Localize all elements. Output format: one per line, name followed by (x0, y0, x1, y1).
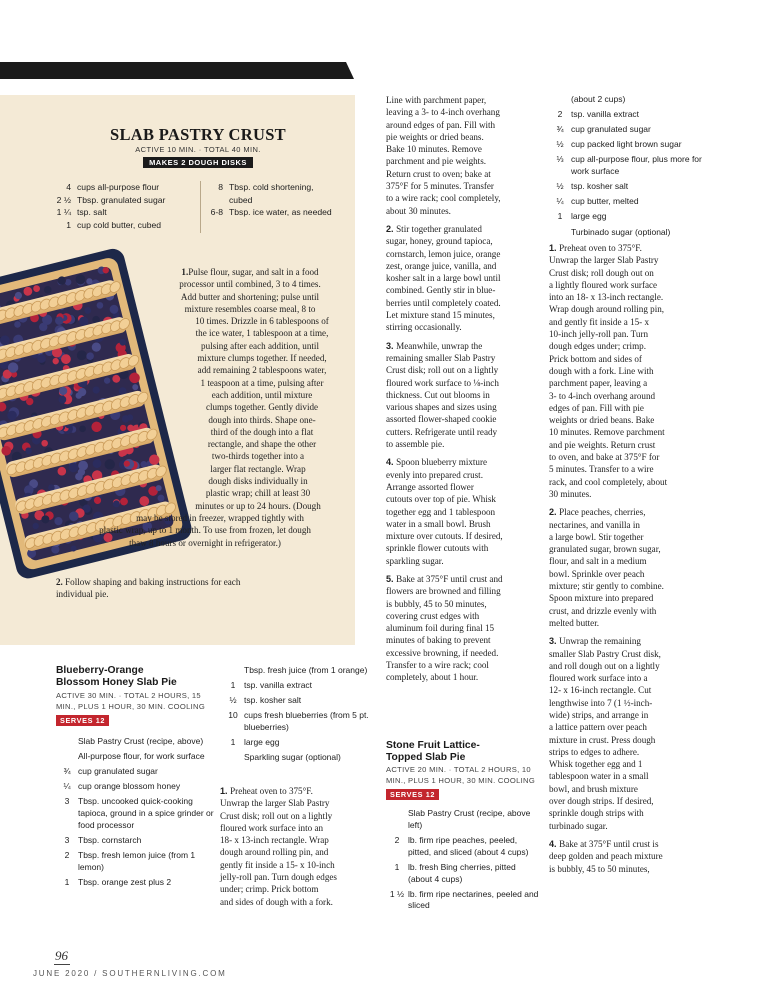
ingredient-text: Slab Pastry Crust (recipe, above left) (408, 808, 531, 830)
ingredient-row: 1 ¼ tsp. salt (56, 207, 107, 217)
ingredient-row (549, 211, 714, 223)
text-line: sparkling sugar. (386, 555, 444, 566)
ingredient-qty (56, 751, 78, 763)
text-line: thickness. Cut out blooms in (386, 389, 490, 400)
text-line: 2. Follow shaping and baking instructions for each (56, 577, 241, 587)
ingredient-row (222, 710, 372, 734)
ingredient-text: Tbsp. uncooked quick-cooking tapioca, ground in a spice grinder or food processor (78, 796, 214, 830)
ingredient-row (549, 196, 714, 208)
pastry-crust-time: ACTIVE 10 MIN. · TOTAL 40 MIN. (135, 145, 261, 154)
text-line: and gently fit inside a 15- x (549, 316, 650, 327)
text-line: Crust disk; roll dough out on (549, 267, 654, 278)
text-line: sugar, honey, ground tapioca, (386, 236, 493, 247)
text-line: parchment paper, leaving a (549, 378, 648, 389)
text-line: various shapes and sizes using (386, 402, 497, 413)
text-line: to a wire rack; cool completely, (386, 193, 501, 204)
ingredient-text: cup granulated sugar (78, 766, 158, 777)
ingredient-qty (222, 665, 244, 677)
text-line: kosher salt in a large bowl until (386, 273, 501, 284)
text-line: over dough strips. If desired, (549, 796, 654, 807)
step-paragraph (386, 340, 503, 451)
text-line: Wrap dough around rolling pin, (549, 304, 665, 315)
ingredient-text: cup packed light brown sugar (571, 139, 682, 150)
blueberry-recipe-title: Blueberry-Orange Blossom Honey Slab Pie (56, 665, 177, 688)
blueberry-ingredients-a (56, 736, 216, 892)
step-paragraph (386, 223, 503, 334)
ingredient-text: tsp. vanilla extract (244, 680, 313, 691)
ingredient-row (549, 124, 714, 136)
ingredient-row (56, 850, 216, 874)
text-line: cornstarch, lemon juice, orange (386, 248, 501, 259)
stone-fruit-recipe-title: Stone Fruit Lattice- Topped Slab Pie (386, 740, 480, 763)
ingredient-qty (549, 94, 571, 106)
text-line: cutters. Refrigerate until ready (386, 426, 498, 437)
text-line: 1. Preheat oven to 375°F. (549, 243, 642, 253)
text-line: mixture in crust. Press dough (549, 734, 656, 745)
stone-fruit-serves-badge: SERVES 12 (386, 789, 439, 800)
step-number: 4. (386, 457, 397, 468)
blueberry-ingredients-b (222, 665, 372, 767)
ingredient-row (386, 835, 541, 859)
ingredient-qty (386, 808, 408, 832)
text-line: bowl, and brush mixture (549, 783, 638, 794)
text-line: to oven, and bake at 375°F for (549, 452, 660, 463)
step-number: 1. (220, 786, 231, 796)
ingredient-row (549, 109, 714, 121)
text-line: excessive browning, if needed. (386, 647, 499, 658)
step-paragraph (386, 94, 503, 217)
ingredient-row: 6-8 Tbsp. ice water, as needed (210, 207, 332, 217)
ingredient-text: tsp. kosher salt (571, 181, 629, 192)
text-line: completely, about 1 hour. (386, 672, 479, 683)
text-line: Return crust to oven; bake at (386, 168, 491, 179)
ingredient-qty: 1 (557, 211, 563, 222)
ingredient-text: lb. fresh Bing cherries, pitted (about 4 cups) (408, 861, 516, 884)
text-line: Crust disk; roll out on a lightly (386, 365, 499, 376)
ingredient-text: Turbinado sugar (optional) (571, 226, 671, 237)
text-line: 3. Unwrap the remaining (549, 636, 641, 647)
text-line: Unwrap the larger Slab Pastry (549, 255, 659, 266)
step-paragraph (549, 242, 667, 500)
text-line: Line with parchment paper, (386, 95, 487, 105)
text-line: a lattice pattern over peach (549, 722, 647, 733)
stone-fruit-steps (549, 242, 667, 881)
ingredient-divider (200, 181, 201, 233)
step-number: 3. (386, 340, 397, 351)
ingredient-qty: ¾ (63, 766, 71, 777)
text-line: dough with a fork. Line with (549, 365, 654, 376)
text-line: nectarines, and vanilla in (549, 519, 640, 530)
pastry-crust-ingredients-left (50, 181, 200, 231)
ingredient-qty: ⅓ (556, 154, 564, 165)
text-line: together egg and 1 tablespoon (386, 506, 496, 517)
text-line: Unwrap the larger Slab Pastry (220, 798, 330, 809)
ingredient-row (56, 877, 216, 889)
text-line: Spoon mixture into prepared (549, 593, 654, 604)
step-number: 2. (549, 507, 560, 518)
pastry-crust-ingredients-right (204, 181, 334, 219)
text-line: lengthwise into 7 (1 ½-inch- (549, 697, 653, 708)
text-line: 2. Stir together granulated (386, 223, 482, 234)
ingredient-row (222, 752, 372, 764)
ingredient-qty: ½ (556, 181, 564, 192)
step-number: 4. (549, 838, 560, 849)
ingredient-text: lb. firm ripe nectarines, peeled and sliced (408, 888, 539, 911)
page-number: 96 (55, 948, 68, 963)
ingredient-row (56, 796, 216, 831)
text-line: and sides of dough with a fork. (220, 896, 333, 907)
ingredient-qty: 1 (64, 877, 70, 888)
text-line: around edges of pan. Fill with (386, 119, 496, 130)
text-line: 18- x 13-inch rectangle. Wrap (220, 835, 329, 846)
step-number: 2. (386, 223, 397, 234)
text-line: sprinkle flower cutouts with (386, 543, 489, 554)
ingredient-row (56, 835, 216, 847)
text-line: aluminum foil during final 15 (386, 623, 495, 634)
text-line: 375°F for 5 minutes. Transfer (386, 181, 494, 192)
text-line: 12- x 16-inch rectangle. Cut (549, 685, 652, 696)
step-paragraph (549, 506, 667, 629)
ingredient-qty: 3 (64, 835, 70, 846)
ingredient-row: 4 cups all-purpose flour (66, 182, 160, 192)
text-line: bowl. Sprinkle over peach (549, 568, 645, 579)
text-line: dough around rolling pin, and (220, 847, 329, 858)
text-line: and roll dough out on a lightly (549, 660, 660, 671)
text-line: cutouts over top of pie. Whisk (386, 494, 496, 505)
ingredient-text: cup all-purpose flour, plus more for work surface (571, 154, 702, 177)
ingredient-text: cup butter, melted (571, 196, 639, 207)
text-line: individual pie. (56, 589, 109, 600)
ingredient-row (549, 94, 714, 106)
text-line: melted butter. (549, 617, 600, 628)
ingredient-text: Slab Pastry Crust (recipe, above) (78, 736, 204, 746)
stone-fruit-ingredients-a (386, 808, 541, 916)
ingredient-row (549, 181, 714, 193)
ingredient-row (56, 736, 216, 748)
ingredient-row (386, 862, 541, 886)
text-line: sprinkle dough strips with (549, 808, 644, 819)
step-paragraph (386, 456, 503, 567)
ingredient-row (386, 889, 541, 913)
text-line: 4. Spoon blueberry mixture (386, 457, 488, 468)
text-line: 10-inch jelly-roll pan. Turn (549, 329, 649, 340)
text-line: 1. Preheat oven to 375°F. (220, 786, 313, 796)
text-line: covering crust edges with (386, 610, 480, 621)
ingredient-qty: 1 (394, 861, 400, 872)
ingredient-row (56, 751, 216, 763)
text-line: Prick bottom and sides of (549, 353, 642, 364)
ingredient-qty (222, 752, 244, 764)
blueberry-step-1 (220, 785, 337, 914)
text-line: evenly into prepared crust. (386, 469, 483, 480)
text-line: about 30 minutes. (386, 205, 451, 216)
step-number: 1. (549, 243, 560, 253)
ingredient-text: Sparkling sugar (optional) (244, 752, 341, 763)
ingredient-qty: 1 (230, 737, 236, 748)
text-line: 10 minutes. Remove parchment (549, 427, 665, 438)
ingredient-text: tsp. vanilla extract (571, 109, 640, 120)
step-paragraph (549, 838, 667, 875)
text-line: berries until completely coated. (386, 297, 501, 308)
ingredient-row (56, 766, 216, 778)
text-line: gently fit inside a 15- x 10-inch (220, 859, 335, 870)
text-line: 5 minutes. Transfer to a wire (549, 464, 654, 475)
ingredient-row (222, 680, 372, 692)
step-number: 5. (386, 573, 397, 584)
step-number: 2. (56, 577, 66, 587)
ingredient-text: All-purpose flour, for work surface (78, 751, 205, 762)
text-line: granulated sugar, brown sugar, (549, 544, 661, 555)
ingredient-qty: ½ (229, 695, 237, 706)
text-line: edges of pan. Fill with pie (549, 402, 644, 413)
text-line: 5. Bake at 375°F until crust and (386, 573, 503, 584)
text-line: tablespoon water in a small (549, 771, 649, 782)
ingredient-text: cups fresh blueberries (from 5 pt. blueberries) (244, 710, 369, 733)
text-line: Transfer to a wire rack; cool (386, 660, 489, 671)
ingredient-row: 8 Tbsp. cold shortening, cubed (218, 182, 314, 205)
pastry-crust-step-1: 1. Pulse flour, sugar, and salt in a food processor until combined, 3 to 4 times. Add butter and shortening; pulse until mixture resembles coarse meal, 8 to 10 times. Drizzle in 6 tablespoons of the ice water, 1 tablespoon at a time, pulsing after each addition, until mixture clumps together. If needed, add remaining 2 tablespoons water, 1 teaspoon at a time, pulsing after each addition, until mixture clumps together. Gently divide dough into thirds. Shape one- third of the dough into a flat rectangle, and shape the other two-thirds together into a larger flat rectangle. Wrap dough disks individually in plastic wrap; chill at least 30 minutes or up to 24 hours. (Dough may be stored in freezer, wrapped tightly with plastic wrap, up to 1 month. To use from frozen, let dough thaw 8 hours or overnight in refrigerator.) (99, 267, 329, 548)
text-line: into an 18- x 13-inch rectangle. (549, 292, 664, 303)
step-paragraph (220, 785, 337, 908)
ingredient-qty: 1 ½ (389, 888, 405, 899)
step-number: 3. (549, 636, 560, 647)
text-line: weights or dried beans. Bake (549, 415, 655, 426)
page-number-rule (54, 964, 70, 965)
text-line: zest, orange juice, vanilla, and (386, 260, 497, 271)
text-line: to assemble pie. (386, 439, 445, 450)
text-line: minutes of baking to prevent (386, 635, 491, 646)
blueberry-serves-badge: SERVES 12 (56, 715, 109, 726)
ingredient-text: lb. firm ripe peaches, peeled, pitted, and sliced (about 4 cups) (408, 834, 529, 857)
text-line: 30 minutes. (549, 488, 592, 499)
ingredient-text: large egg (571, 211, 607, 222)
text-line: remaining smaller Slab Pastry (386, 352, 496, 363)
text-line: wide) strips, and arrange in (549, 709, 649, 720)
text-line: a large bowl. Stir together (549, 531, 644, 542)
text-line: Arrange assorted flower (386, 481, 474, 492)
text-line: smaller Slab Pastry Crust disk, (549, 648, 661, 659)
text-line: 3. Meanwhile, unwrap the (386, 340, 483, 351)
text-line: crust, and drizzle evenly with (549, 605, 657, 616)
ingredient-text: Tbsp. orange zest plus 2 (78, 877, 172, 888)
text-line: rack, and cool completely, about (549, 476, 668, 487)
ingredient-text: large egg (244, 737, 280, 748)
text-line: flour, and salt in a medium (549, 556, 647, 567)
text-line: is bubbly, 45 to 50 minutes, (549, 863, 650, 874)
ingredient-row (386, 808, 541, 832)
text-line: assorted flower-shaped cookie (386, 414, 497, 425)
ingredient-text: cup orange blossom honey (78, 781, 181, 792)
ingredient-row: 1 cup cold butter, cubed (66, 219, 162, 230)
text-line: flowers are browned and filling (386, 586, 501, 597)
ingredient-qty: 10 (228, 710, 238, 721)
ingredient-row: 2 ½ Tbsp. granulated sugar (56, 194, 166, 205)
text-line: leaving a 3- to 4-inch overhang (386, 107, 500, 118)
ingredient-text: Tbsp. fresh juice (from 1 orange) (244, 665, 368, 675)
blueberry-steps-continued (386, 94, 503, 690)
text-line: Bake 10 minutes. Remove (386, 144, 482, 155)
blueberry-recipe-time: ACTIVE 30 MIN. · TOTAL 2 HOURS, 15 MIN., PLUS 1 HOUR, 30 MIN. COOLING (56, 691, 206, 711)
ingredient-row (549, 139, 714, 151)
ingredient-row (549, 154, 714, 178)
ingredient-text: Tbsp. fresh lemon juice (from 1 lemon) (78, 850, 196, 872)
ingredient-qty: ¼ (63, 781, 71, 792)
text-line: mixture; stir gently to combine. (549, 581, 664, 592)
text-line: combined. Gently stir in blue- (386, 285, 496, 296)
step-paragraph (386, 573, 503, 684)
text-line: under; crimp. Prick bottom (220, 884, 319, 895)
ingredient-qty: 2 (557, 109, 563, 120)
text-line: deep golden and peach mixture (549, 851, 663, 862)
ingredient-row (549, 227, 714, 239)
ingredient-row (222, 665, 372, 677)
ingredient-qty: ½ (556, 139, 564, 150)
text-line: 3- to 4-inch overhang around (549, 390, 656, 401)
ingredient-row (56, 781, 216, 793)
ingredient-text: (about 2 cups) (571, 94, 626, 104)
ingredient-qty (56, 736, 78, 748)
text-line: 4. Bake at 375°F until crust is (549, 838, 659, 849)
top-black-bar (0, 62, 354, 79)
ingredient-text: cup granulated sugar (571, 124, 651, 135)
text-line: mixture over cutouts. If desired, (386, 531, 503, 542)
ingredient-row (222, 737, 372, 749)
step-number: 1. (181, 267, 189, 277)
text-line: dough edges under; crimp. (549, 341, 646, 352)
text-line: strips to edges to adhere. (549, 746, 640, 757)
ingredient-row (222, 695, 372, 707)
ingredient-qty: 2 (64, 850, 70, 861)
ingredient-qty: 3 (64, 796, 70, 807)
ingredient-qty: 1 (230, 680, 236, 691)
text-line: jelly-roll pan. Turn dough edges (220, 872, 337, 883)
pastry-crust-yield-badge: MAKES 2 DOUGH DISKS (143, 157, 253, 168)
text-line: Crust disk; roll out on a lightly (220, 810, 333, 821)
pastry-crust-title: SLAB PASTRY CRUST (110, 125, 286, 144)
text-line: Let mixture stand 15 minutes, (386, 310, 495, 321)
ingredient-text: tsp. kosher salt (244, 695, 302, 706)
stone-fruit-recipe-time: ACTIVE 20 MIN. · TOTAL 2 HOURS, 10 MIN., PLUS 1 HOUR, 30 MIN. COOLING (386, 765, 536, 785)
text-line: floured work surface into a (549, 673, 648, 684)
footer-issue-site: JUNE 2020 / SOUTHERNLIVING.COM (33, 969, 227, 978)
text-line: 2. Place peaches, cherries, (549, 507, 646, 518)
stone-fruit-ingredients-b (549, 94, 714, 242)
text-line: water in a small bowl. Brush (386, 518, 491, 529)
ingredient-qty: 2 (394, 834, 400, 845)
text-line: and pie weights. Return crust (549, 439, 656, 450)
text-line: turbinado sugar. (549, 820, 608, 831)
text-line: pie weights or dried beans. (386, 131, 484, 142)
text-line: Whisk together egg and 1 (549, 759, 643, 770)
text-line: floured work surface into an (220, 822, 324, 833)
ingredient-qty: ¾ (556, 124, 564, 135)
ingredient-qty (549, 227, 571, 239)
pastry-crust-step-2 (56, 576, 240, 601)
text-line: is bubbly, 45 to 50 minutes, (386, 598, 487, 609)
text-line: stirring occasionally. (386, 322, 462, 333)
text-line: parchment and pie weights. (386, 156, 487, 167)
text-line: floured work surface to ⅛-inch (386, 377, 499, 388)
step-paragraph (549, 635, 667, 832)
ingredient-qty: ¼ (556, 196, 564, 207)
ingredient-text: Tbsp. cornstarch (78, 835, 142, 846)
text-line: a lightly floured work surface (549, 279, 658, 290)
